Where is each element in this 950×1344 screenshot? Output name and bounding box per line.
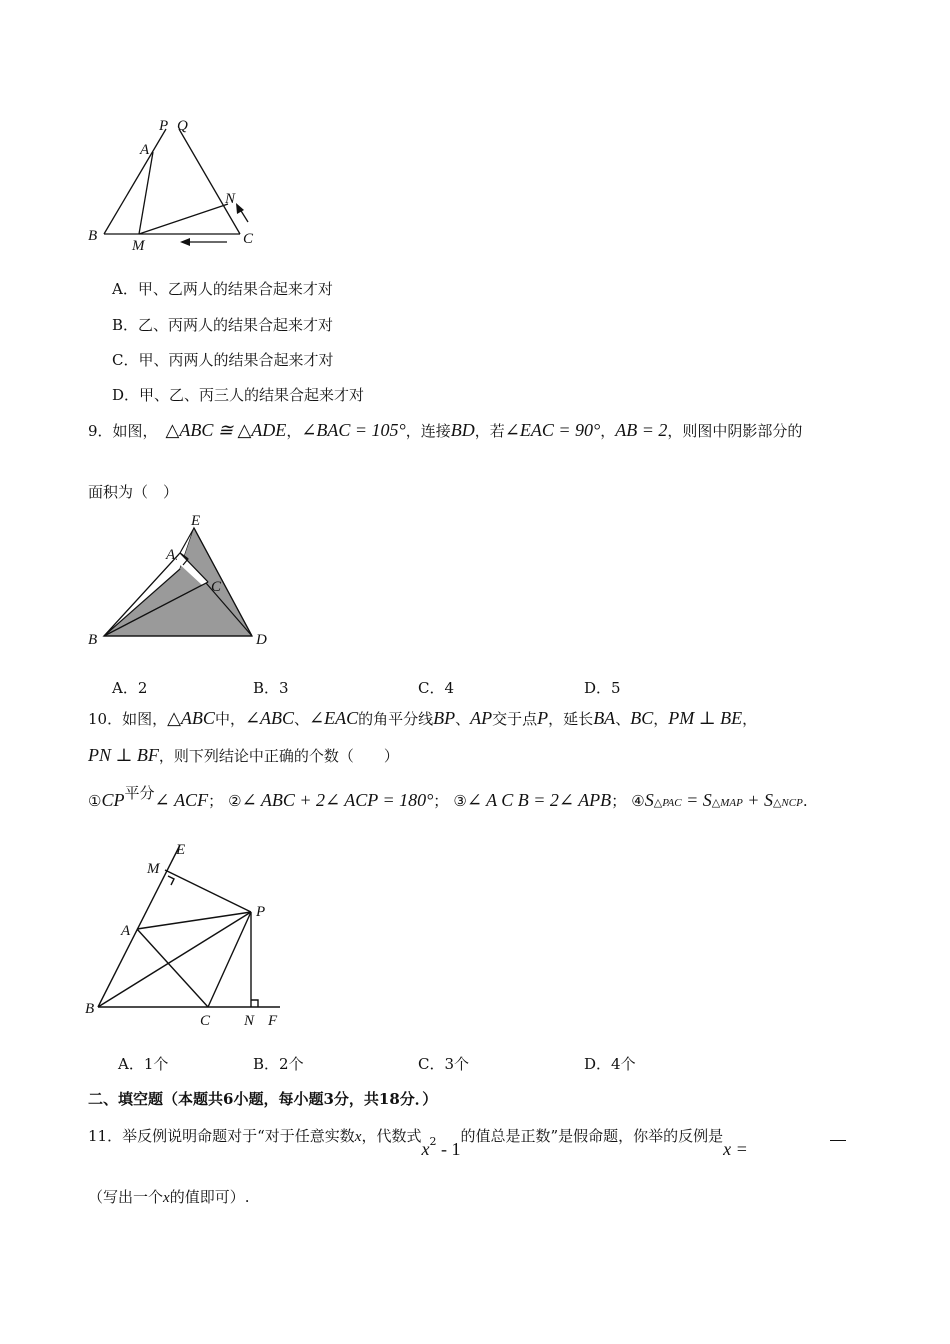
q9-shaded-region <box>104 528 252 636</box>
q10-line-cp <box>208 912 251 1007</box>
q10-option-a: A．1个 <box>118 1055 169 1073</box>
q10-line-ac <box>137 929 208 1007</box>
q8-option-d: D．甲、乙、丙三人的结果合起来才对 <box>112 386 365 404</box>
q11-answer-blank[interactable] <box>830 1140 846 1141</box>
q8-arrowhead-side <box>236 203 244 214</box>
q8-option-a: A．甲、乙两人的结果合起来才对 <box>112 280 333 298</box>
q10-label-n: N <box>244 1013 255 1029</box>
q8-arrowhead-bottom <box>180 238 190 246</box>
q8-label-p: P <box>159 118 169 134</box>
q8-option-c: C．甲、丙两人的结果合起来才对 <box>112 351 334 369</box>
q9-option-a: A．2 <box>112 679 148 697</box>
q10-label-b: B <box>85 1001 95 1017</box>
q9-label-d: D <box>256 632 267 648</box>
q8-line-qc <box>179 129 240 234</box>
q10-stem-line2: PN ⊥ BF，则下列结论中正确的个数（ ） <box>88 745 399 765</box>
q8-option-b: B．乙、丙两人的结果合起来才对 <box>112 316 334 334</box>
q8-label-a: A <box>140 142 150 158</box>
q10-right-angle-n <box>251 1000 258 1007</box>
q10-right-angle-m <box>168 876 174 885</box>
q9-option-b: B．3 <box>253 679 289 697</box>
q11-stem-line1: 11．举反例说明命题对于“对于任意实数x，代数式$x^2 - 1$的值总是正数”是假命题，你举的反例是x = <box>88 1127 748 1159</box>
q8-line-ba <box>104 129 166 234</box>
q9-figure <box>80 505 280 655</box>
q10-stem-line1: 10．如图，△ABC中，∠ABC、∠EAC的角平分线BP、AP交于点P，延长BA、BC，PM ⊥ BE， <box>88 708 758 728</box>
q8-label-n: N <box>225 191 236 207</box>
q10-option-b: B．2个 <box>253 1055 304 1073</box>
q11-stem-line2: （写出一个x的值即可）. <box>88 1188 250 1206</box>
q10-figure <box>80 835 300 1035</box>
q10-conclusions: ①CP平分∠ ACF； ②∠ ABC + 2∠ ACP = 180°； ③∠ A C B = 2∠ APB； ④S△PAC = S△MAP + S△NCP. <box>88 784 808 810</box>
q8-label-c: C <box>243 231 254 247</box>
q8-label-m: M <box>132 238 145 254</box>
q8-line-mn <box>139 204 228 234</box>
q8-figure <box>80 110 270 255</box>
q9-option-d: D．5 <box>584 679 621 697</box>
q10-line-pm <box>165 870 251 912</box>
q10-label-a: A <box>121 923 131 939</box>
q9-label-a: A <box>166 547 176 563</box>
q10-option-c: C．3个 <box>418 1055 470 1073</box>
q10-line-ap <box>137 912 251 929</box>
q8-line-am <box>139 152 153 234</box>
q8-label-b: B <box>88 228 98 244</box>
q9-stem-line1: 9．如图， △ABC ≅ △ADE，∠BAC = 105°，连接BD，若∠EAC = 90°，AB = 2，则图中阴影部分的 <box>88 420 803 440</box>
q10-label-p: P <box>256 904 266 920</box>
q9-label-b: B <box>88 632 98 648</box>
q10-option-d: D．4个 <box>584 1055 636 1073</box>
q9-stem-line2: 面积为（ ） <box>88 483 179 501</box>
section-title: 二、填空题（本题共6小题，每小题3分，共18分．） <box>88 1090 438 1108</box>
q10-label-m: M <box>147 861 160 877</box>
q10-line-be <box>98 845 180 1007</box>
q10-label-e: E <box>176 842 186 858</box>
q8-label-q: Q <box>177 118 188 134</box>
q9-label-c: C <box>211 579 222 595</box>
q9-option-c: C．4 <box>418 679 455 697</box>
q9-label-e: E <box>191 513 201 529</box>
q10-label-f: F <box>268 1013 278 1029</box>
q10-label-c: C <box>200 1013 211 1029</box>
